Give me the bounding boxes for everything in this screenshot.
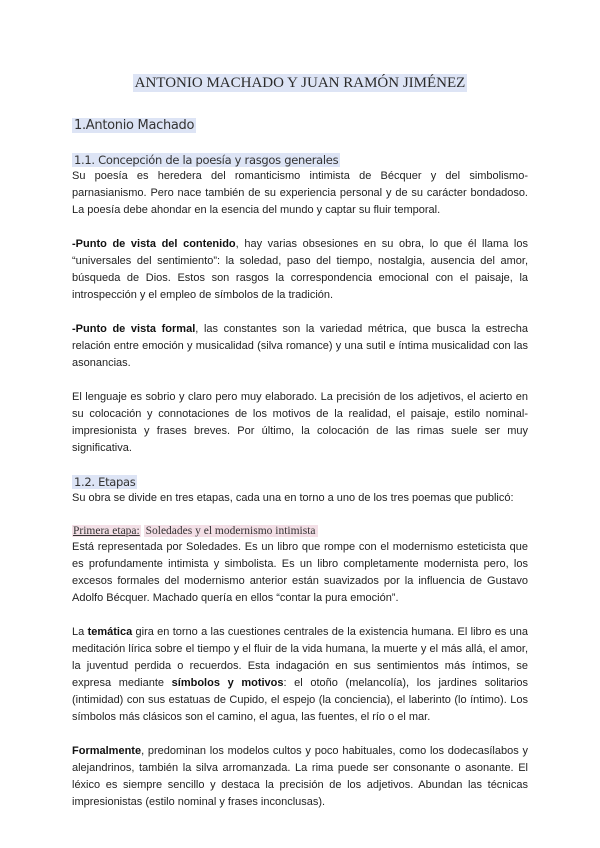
paragraph-soledades: Está representada por Soledades. Es un libro que rompe con el modernismo esteticista que es profundamente intimista y simbolista. Es un libro completamente modernista pero, los excesos formales del modernismo anterior están suavizados por la influencia de Gustavo Adolfo Bécquer. Machado quería en ellos “contar la pura emoción”. <box>72 541 528 604</box>
paragraph-tematica: La temática gira en torno a las cuestiones centrales de la existencia humana. El libro es una meditación lírica sobre el tiempo y el fluir de la vida humana, la muerte y el más allá, el amor, la juventud perdida o recuerdos. Esta indagación en sus sentimientos más íntimos, se expresa mediante símbolos y motivos: el otoño (melancolía), los jardines solitarios (intimidad) con sus estatuas de Cupido, el espejo (la conciencia), el laberinto (lo íntimo). Los símbolos más clásicos son el camino, el agua, las fuentes, el río o el mar. <box>72 626 529 723</box>
text-contenido: , hay varias obsesiones en su obra, lo que él llama los “universales del sentimiento”: la soledad, paso del tiempo, nostalgia, ausencia del amor, búsqueda de Dios. Estos son rasgos la correspondencia emocional con el paisaje, la introspección y el empleo de símbolos de la tradición. <box>72 238 528 301</box>
paragraph-contenido <box>72 236 528 304</box>
stage-heading-primera <box>72 523 528 539</box>
label-formal: -Punto de vista formal <box>72 323 196 335</box>
paragraph-intro: Su poesía es heredera del romanticismo intimista de Bécquer y del simbolismo-parnasianismo. Pero nace también de su experiencia personal y de su carácter bondadoso. La poesía debe ahondar en la esencia del mundo y captar su fluir temporal. <box>72 170 528 216</box>
stage-title: Soledades y el modernismo intimista <box>145 525 316 537</box>
label-formalmente: Formalmente <box>72 745 142 757</box>
text-formalmente: , predominan los modelos cultos y poco habituales, como los dodecasílabos y alejandrinos, también la silva arromanzada. La rima puede ser consonante o asonante. El léxico es siempre sencillo y destaca la precisión de los adjetivos. Abundan las técnicas impresionistas (estilo nominal y frases inconclusas). <box>72 745 528 808</box>
subsection-heading-concepcion: 1.1. Concepción de la poesía y rasgos generales <box>74 153 339 167</box>
stage-label: Primera etapa: <box>73 525 140 537</box>
text-formal: , las constantes son la variedad métrica, que busca la estrecha relación entre emoción y musicalidad (silva romance) y una sutil e íntima musicalidad con las asonancias. <box>72 323 528 369</box>
label-simbolos: símbolos y motivos <box>171 677 284 689</box>
subsection-heading-etapas: 1.2. Etapas <box>74 475 136 489</box>
paragraph-formal <box>72 321 528 372</box>
paragraph-lenguaje: El lenguaje es sobrio y claro pero muy elaborado. La precisión de los adjetivos, el acierto en su colocación y connotaciones de los motivos de la realidad, el paisaje, estilo nominal-impresionista y frases breves. Por último, la colocación de las rimas suele ser muy significativa. <box>72 391 528 454</box>
label-contenido: -Punto de vista del contenido <box>72 238 236 250</box>
document-title: ANTONIO MACHADO Y JUAN RAMÓN JIMÉNEZ <box>134 75 466 91</box>
paragraph-formalmente <box>72 743 528 811</box>
section-heading-antonio-machado: 1.Antonio Machado <box>74 118 195 133</box>
label-tematica: temática <box>87 626 133 638</box>
paragraph-etapas-intro: Su obra se divide en tres etapas, cada una en torno a uno de los tres poemas que publicó: <box>72 492 514 504</box>
